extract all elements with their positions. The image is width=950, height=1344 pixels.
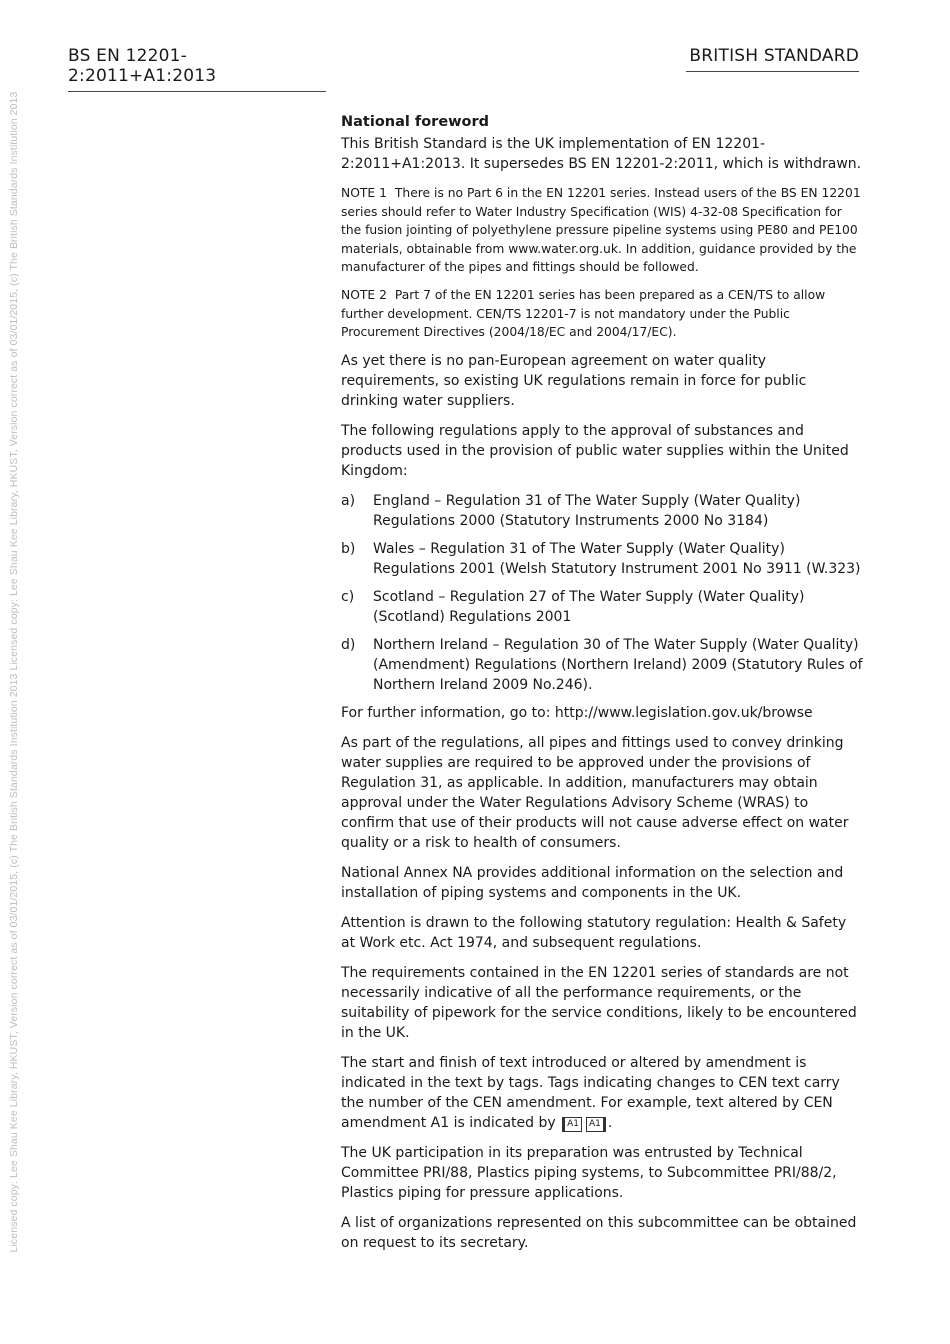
note-1 [341, 184, 863, 277]
note-2-label: NOTE 2 [341, 287, 387, 302]
participation-paragraph: The UK participation in its preparation was entrusted by Technical Committee PRI/88, Plastics piping systems, to Subcommittee PRI/88/2, Plastics piping for pressure applications. [341, 1144, 837, 1201]
list-item-text: Northern Ireland – Regulation 30 of The Water Supply (Water Quality) (Amendment) Regulations (Northern Ireland) 2009 (Statutory Rules of Northern Ireland 2009 No.246). [373, 636, 863, 693]
list-item [341, 491, 863, 531]
list-item [341, 539, 863, 579]
amendment-tags-end: . [607, 1114, 613, 1131]
list-item [341, 587, 863, 627]
list-item [341, 635, 863, 695]
list-item-text: England – Regulation 31 of The Water Supply (Water Quality) Regulations 2000 (Statutory Instruments 2000 No 3184) [373, 492, 801, 529]
document-id: BS EN 12201-2:2011+A1:2013 [68, 46, 326, 92]
license-watermark: Licensed copy: Lee Shau Kee Library, HKUST, Version correct as of 03/01/2015, (c) The British Standards Institution 2013 Licensed copy: Lee Shau Kee Library, HKUST, Version correct as of 03/01/2015, (c) The British Standards Institution 2013 [8, 91, 20, 1253]
list-marker: b) [341, 540, 356, 557]
list-marker: a) [341, 492, 356, 509]
list-item-text: Scotland – Regulation 27 of The Water Supply (Water Quality) (Scotland) Regulations 2001 [373, 588, 805, 625]
note-2-text: Part 7 of the EN 12201 series has been prepared as a CEN/TS to allow further development. CEN/TS 12201-7 is not mandatory under the Public Procurement Directives (2004/18/EC and 2004/17/EC). [341, 287, 826, 340]
requirements-paragraph: The requirements contained in the EN 12201 series of standards are not necessarily indicative of all the performance requirements, or the suitability of pipework for the service conditions, likely to be encountered in the UK. [341, 964, 857, 1041]
page-header [68, 46, 859, 86]
note-1-label: NOTE 1 [341, 186, 387, 200]
list-item-text: Wales – Regulation 31 of The Water Supply (Water Quality) Regulations 2001 (Welsh Statutory Instrument 2001 No 3911 (W.323) [373, 540, 861, 577]
attention-paragraph: Attention is drawn to the following statutory regulation: Health & Safety at Work etc. Act 1974, and subsequent regulations. [341, 914, 847, 951]
further-info-paragraph: For further information, go to: http://www.legislation.gov.uk/browse [341, 704, 813, 721]
list-marker: d) [341, 636, 356, 653]
amendment-tags-paragraph [341, 1053, 863, 1133]
list-marker: c) [341, 588, 355, 605]
agreement-paragraph: As yet there is no pan-European agreement on water quality requirements, so existing UK regulations remain in force for public drinking water suppliers. [341, 352, 807, 409]
standard-series: BRITISH STANDARD [686, 46, 859, 72]
regulations-intro-paragraph: The following regulations apply to the approval of substances and products used in the provision of public water supplies within the United Kingdom: [341, 422, 849, 479]
amendment-close-tag-icon: A1 [586, 1117, 606, 1132]
section-heading: National foreword [341, 114, 490, 130]
approval-paragraph: As part of the regulations, all pipes and fittings used to convey drinking water supplies are required to be approved under the provisions of Regulation 31, as applicable. In addition, manufacturers may obtain approval under the Water Regulations Advisory Scheme (WRAS) to confirm that use of their products will not cause adverse effect on water quality or a risk to health of consumers. [341, 734, 849, 851]
annex-paragraph: National Annex NA provides additional information on the selection and installation of piping systems and components in the UK. [341, 864, 844, 901]
note-2 [341, 286, 863, 342]
organizations-paragraph: A list of organizations represented on this subcommittee can be obtained on request to its secretary. [341, 1214, 857, 1251]
intro-paragraph: This British Standard is the UK implementation of EN 12201-2:2011+A1:2013. It supersedes BS EN 12201-2:2011, which is withdrawn. [341, 136, 862, 172]
regulations-list [341, 491, 863, 695]
note-1-text: There is no Part 6 in the EN 12201 series. Instead users of the BS EN 12201 series should refer to Water Industry Specification (WIS) 4-32-08 Specification for the fusion jointing of polyethylene pressure pipeline systems using PE80 and PE100 materials, obtainable from www.water.org.uk. In addition, guidance provided by the manufacturer of the pipes and fittings should be followed. [341, 186, 861, 275]
amendment-open-tag-icon: A1 [562, 1117, 582, 1132]
national-foreword [341, 112, 863, 1263]
amendment-tags-text: The start and finish of text introduced or altered by amendment is indicated in the text by tags. Tags indicating changes to CEN text carry the number of the CEN amendment. For example, text altered by CEN amendment A1 is indicated by [341, 1054, 840, 1131]
